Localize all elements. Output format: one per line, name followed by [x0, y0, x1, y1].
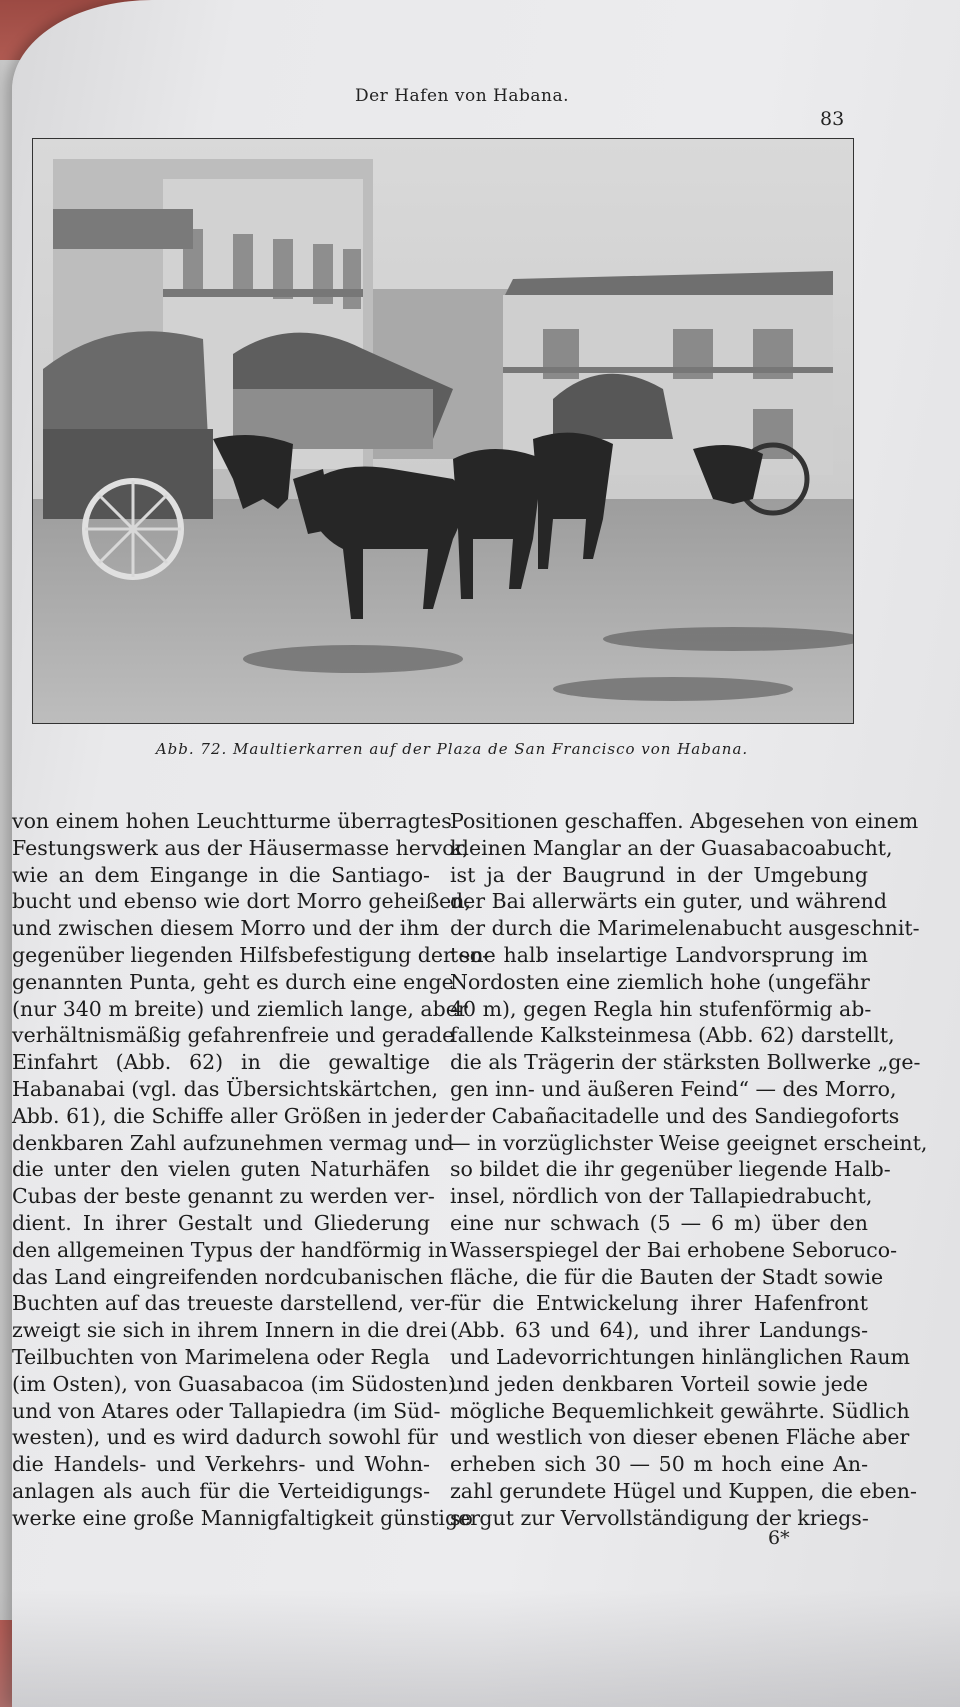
text-line: so bildet die ihr gegenüber liegende Halb-	[450, 1157, 891, 1182]
text-line: und Ladevorrichtungen hinlänglichen Raum	[450, 1344, 910, 1369]
text-column-left	[12, 808, 490, 1532]
text-line: und jeden denkbaren Vorteil sowie jede	[450, 1371, 868, 1396]
text-line: eine nur schwach (5 — 6 m) über den	[450, 1210, 868, 1235]
book-page	[12, 0, 960, 1707]
text-line: die als Trägerin der stärksten Bollwerke „ge-	[450, 1050, 921, 1075]
text-line: den allgemeinen Typus der handförmig in	[12, 1237, 448, 1262]
text-line: (im Osten), von Guasabacoa (im Südosten)	[12, 1371, 456, 1396]
photo-illustration	[33, 139, 853, 723]
text-line: der durch die Marimelenabucht ausgeschnit-	[450, 916, 920, 941]
text-line: denkbaren Zahl aufzunehmen vermag und	[12, 1130, 454, 1155]
text-line: wie an dem Eingange in die Santiago-	[12, 862, 430, 887]
text-line: (nur 340 m breite) und ziemlich lange, aber	[12, 996, 468, 1021]
text-line: zweigt sie sich in ihrem Innern in die drei	[12, 1318, 448, 1343]
text-line: fläche, die für die Bauten der Stadt sowie	[450, 1264, 884, 1289]
text-line: so gut zur Vervollständigung der kriegs-	[450, 1505, 869, 1530]
text-line: mögliche Bequemlichkeit gewährte. Südlich	[450, 1398, 910, 1423]
text-line: — in vorzüglichster Weise geeignet erscheint,	[450, 1130, 928, 1155]
text-line: Wasserspiegel der Bai erhobene Seboruco-	[450, 1237, 898, 1262]
text-line: für die Entwickelung ihrer Hafenfront	[450, 1291, 868, 1316]
text-line: Nordosten eine ziemlich hohe (ungefähr	[450, 969, 870, 994]
text-line: Positionen geschaffen. Abgesehen von einem	[450, 809, 919, 833]
text-line: (Abb. 63 und 64), und ihrer Landungs-	[450, 1318, 868, 1343]
text-line: dient. In ihrer Gestalt und Gliederung	[12, 1210, 430, 1235]
text-line: verhältnismäßig gefahrenfreie und gerade	[12, 1023, 455, 1048]
figure-caption: Abb. 72. Maultierkarren auf der Plaza de San Francisco von Habana.	[155, 740, 749, 758]
photograph-mule-carts	[32, 138, 854, 724]
text-line: insel, nördlich von der Tallapiedrabucht,	[450, 1184, 873, 1209]
running-head: Der Hafen von Habana.	[354, 86, 570, 106]
text-line: das Land eingreifenden nordcubanischen	[12, 1264, 444, 1289]
text-line: zahl gerundete Hügel und Kuppen, die eben-	[450, 1478, 917, 1503]
text-line: werke eine große Mannigfaltigkeit günstiger	[12, 1505, 481, 1530]
text-line: bucht und ebenso wie dort Morro geheißen,	[12, 889, 472, 914]
text-line: tene halb inselartige Landvorsprung im	[450, 942, 868, 967]
text-line: und westlich von dieser ebenen Fläche aber	[450, 1425, 910, 1450]
text-line: von einem hohen Leuchtturme überragtes	[12, 809, 452, 833]
text-line: westen), und es wird dadurch sowohl für	[12, 1425, 438, 1450]
text-line: kleinen Manglar an der Guasabacoabucht,	[450, 835, 893, 860]
text-line: fallende Kalksteinmesa (Abb. 62) darstellt,	[450, 1023, 895, 1048]
text-line: Einfahrt (Abb. 62) in die gewaltige	[12, 1050, 430, 1075]
signature-mark: 6*	[768, 1527, 790, 1549]
text-column-right	[450, 808, 928, 1532]
text-line: Festungswerk aus der Häusermasse hervor,	[12, 835, 469, 860]
text-line: Teilbuchten von Marimelena oder Regla	[12, 1344, 430, 1369]
text-line: Buchten auf das treueste darstellend, ver-	[12, 1291, 451, 1316]
text-line: Abb. 61), die Schiffe aller Größen in jeder	[12, 1103, 448, 1128]
page-number: 83	[820, 108, 845, 130]
text-line: die Handels- und Verkehrs- und Wohn-	[12, 1452, 430, 1477]
text-line: ist ja der Baugrund in der Umgebung	[450, 862, 868, 887]
text-line: der Cabañacitadelle und des Sandiegoforts	[450, 1103, 900, 1128]
text-line: 40 m), gegen Regla hin stufenförmig ab-	[450, 996, 872, 1021]
text-line: und von Atares oder Tallapiedra (im Süd-	[12, 1398, 441, 1423]
text-line: erheben sich 30 — 50 m hoch eine An-	[450, 1452, 868, 1477]
text-line: Cubas der beste genannt zu werden ver-	[12, 1184, 435, 1209]
page-bottom-shadow	[0, 1590, 960, 1707]
text-line: anlagen als auch für die Verteidigungs-	[12, 1478, 430, 1503]
text-line: gen inn- und äußeren Feind“ — des Morro,	[450, 1076, 897, 1101]
text-line: genannten Punta, geht es durch eine enge	[12, 969, 454, 994]
text-line: und zwischen diesem Morro und der ihm	[12, 916, 440, 941]
text-line: gegenüber liegenden Hilfsbefestigung der so-	[12, 942, 490, 967]
text-line: der Bai allerwärts ein guter, und während	[450, 889, 887, 914]
text-line: die unter den vielen guten Naturhäfen	[12, 1157, 430, 1182]
text-line: Habanabai (vgl. das Übersichtskärtchen,	[12, 1076, 439, 1101]
